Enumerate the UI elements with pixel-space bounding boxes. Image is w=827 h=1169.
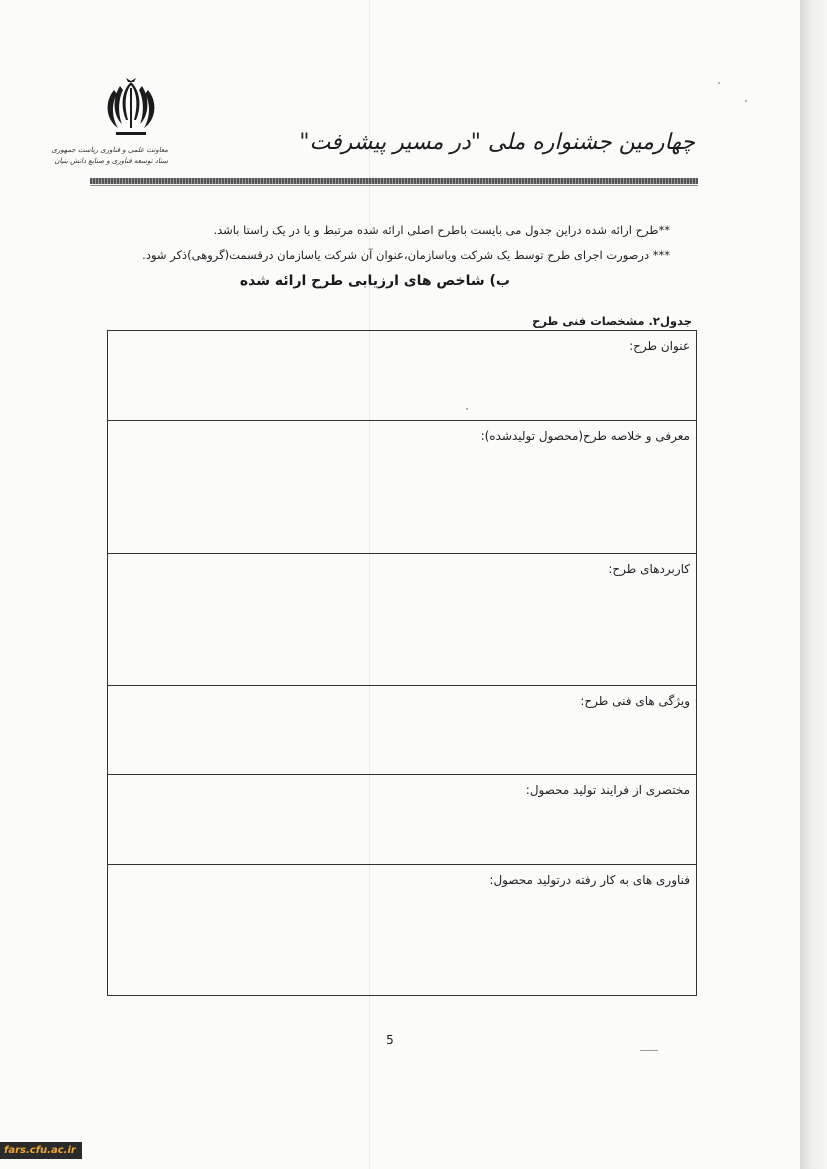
scan-speck [466, 408, 468, 410]
row-project-summary[interactable] [108, 421, 696, 554]
row-label: فناوری های به کار رفته درتولید محصول: [489, 873, 690, 887]
scan-speck [718, 82, 720, 84]
scan-speck [640, 1050, 658, 1051]
row-production-process[interactable] [108, 775, 696, 865]
site-watermark: fars.cfu.ac.ir [0, 1142, 82, 1159]
table-caption: جدول۲. مشخصات فنی طرح [532, 314, 692, 328]
note-1: **طرح ارائه شده دراین جدول می بایست باطرح اصلی ارائه شده مرتبط و یا در یک راستا باشد. [213, 223, 670, 237]
row-label: عنوان طرح: [629, 339, 690, 353]
section-title: ب) شاخص های ارزیابی طرح ارائه شده [239, 273, 510, 289]
row-label: معرفی و خلاصه طرح(محصول تولیدشده): [480, 429, 690, 443]
row-project-title[interactable] [108, 331, 696, 421]
row-technical-features[interactable] [108, 686, 696, 775]
note-2: *** درصورت اجرای طرح توسط یک شرکت ویاسازمان،عنوان آن شرکت یاسازمان درقسمت(گروهی)ذکر شود. [142, 248, 670, 262]
technical-specs-table [107, 330, 697, 996]
row-label: کاربردهای طرح: [608, 562, 690, 576]
row-label: ویژگی های فنی طرح: [580, 694, 690, 708]
iran-emblem-icon [100, 76, 162, 144]
scan-speck [745, 100, 747, 102]
org-line-2: ستاد توسعه فناوری و صنایع دانش بنیان [54, 157, 168, 165]
row-label: مختصری از فرایند تولید محصول: [525, 783, 690, 797]
org-line-1: معاونت علمی و فناوری ریاست جمهوری [51, 146, 168, 154]
festival-title: چهارمین جشنواره ملی "در مسیر پیشرفت" [299, 130, 695, 155]
page-number: 5 [386, 1033, 394, 1047]
scan-page-edge [800, 0, 827, 1169]
row-technologies-used[interactable] [108, 865, 696, 995]
header-rule-thin [90, 185, 698, 186]
header-rule [90, 178, 698, 184]
row-applications[interactable] [108, 554, 696, 686]
